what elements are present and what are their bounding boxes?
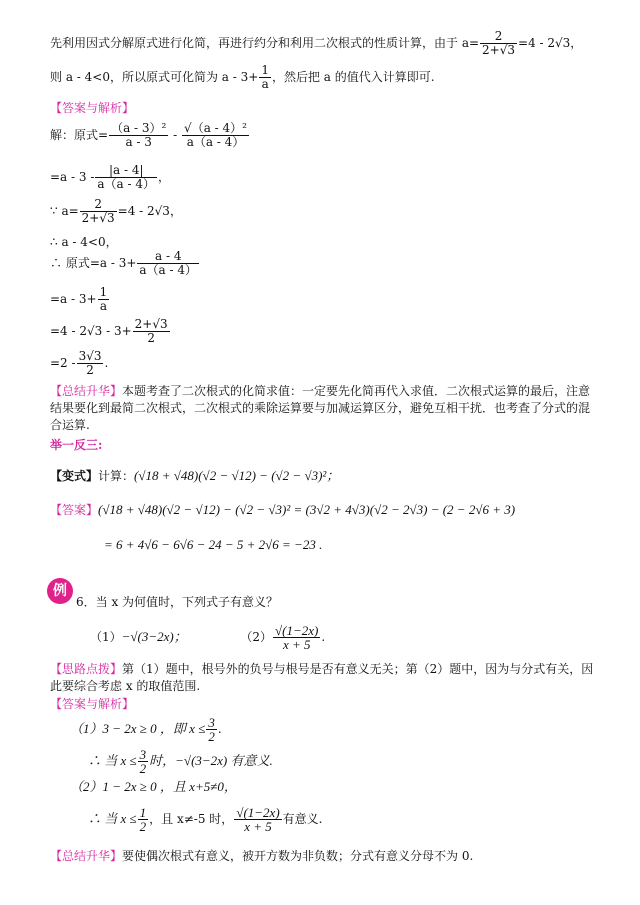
- solution-step-5: ∴ 原式=a - 3+ $\frac{a - 4}{a(a - 4)}$: [50, 249, 198, 277]
- fraction: $\frac{|a - 4|}{a(a - 4)}$: [97, 163, 156, 191]
- solution-step-7: =4 - 2√3 - 3+ $\frac{2+√3}{2}$: [50, 317, 168, 345]
- fraction: $\frac{1}{2}$: [139, 805, 147, 834]
- fraction: $\frac{3}{2}$: [208, 715, 215, 744]
- fraction: $\frac{1}{a}$: [99, 285, 108, 313]
- solution-step-3: ∵ a= $\frac{2}{2+√3}$ =4 - 2√3，: [50, 197, 182, 225]
- fraction: $\frac{3√3}{2}$: [78, 349, 102, 377]
- summary-paragraph-1: 【总结升华】本题考查了二次根式的化简求值：一定要先化简再代入求值．二次根式运算的最后，注意结果要化到最简二次根式，二次根式的乘除运算要与加减运算区分，避免互相干扰．也考查了分式的混合运算.: [50, 384, 591, 432]
- ex-solution-3: （2）1 − 2x ≥ 0 ，且 x+5≠0，: [70, 779, 237, 794]
- solution-step-8: =2 - $\frac{3√3}{2}$ .: [50, 349, 109, 377]
- hint-tag: 【思路点拨】: [50, 662, 123, 676]
- ex-solution-2: ∴ 当 x ≤ $\frac{3}{2}$ 时，−√(3−2x) 有意义.: [88, 747, 273, 776]
- answer-line-1: 【答案】(√18 + √48)(√2 − √12) − (√2 − √3)² = (3√2 + 4√3)(√2 − 2√3) − (2 − 2√6 + 3): [50, 502, 516, 517]
- fraction: $\frac{√(1-2x)}{x + 5}$: [275, 623, 319, 652]
- solution-step-1: 解：原式= $\frac{\text{（a - 3）²}}{a - 3}$ - $\frac{\text{√（a - 4）²}}{a(a - 4)}$: [50, 121, 247, 149]
- intro-line-2: 则 a - 4<0，所以原式可化简为 a - 3+ $\frac{1}{a}$ ，然后把 a 的值代入计算即可.: [50, 63, 435, 91]
- fraction: $\frac{2+√3}{2}$: [134, 317, 168, 345]
- answer-line-2: = 6 + 4√6 − 6√6 − 24 − 5 + 2√6 = −23 .: [104, 537, 323, 552]
- fraction: $\frac{√(1-2x)}{x + 5}$: [236, 805, 280, 834]
- fraction: $\frac{\text{（a - 3）²}}{a - 3}$: [111, 121, 167, 149]
- example-parts: （1）−√(3−2x)； （2） $\frac{√(1-2x)}{x + 5}$ .: [90, 623, 326, 652]
- variant-problem: 【变式】计算：(√18 + √48)(√2 − √12) − (√2 − √3)²；: [50, 468, 340, 483]
- example-question: 6．当 x 为何值时，下列式子有意义？: [76, 595, 279, 609]
- fraction: $\frac{\text{√（a - 4）²}}{a(a - 4)}$: [184, 121, 247, 149]
- analysis-heading: 【答案与解析】: [50, 101, 135, 115]
- ex-solution-4: ∴ 当 x ≤ $\frac{1}{2}$ ，且 x≠-5 时， $\frac{√(1-2x)}{x + 5}$ 有意义.: [88, 805, 323, 834]
- fraction: $\frac{3}{2}$: [139, 747, 147, 776]
- answer-tag: 【答案】: [50, 503, 99, 517]
- intro-line-1: 先利用因式分解原式进行化简，再进行约分和利用二次根式的性质计算，由于 a= $\frac{2}{2+√3}$ =4 - 2√3，: [50, 29, 583, 57]
- summary-paragraph-2: 【总结升华】要使偶次根式有意义，被开方数为非负数；分式有意义分母不为 0.: [50, 849, 474, 863]
- fraction: $\frac{2}{2+√3}$: [482, 29, 516, 57]
- fraction: $\frac{a - 4}{a(a - 4)}$: [139, 249, 198, 277]
- analysis-heading-2: 【答案与解析】: [50, 697, 135, 711]
- fraction: $\frac{2}{2+√3}$: [81, 197, 115, 225]
- example-badge: 例: [47, 578, 73, 604]
- solution-step-2: =a - 3 - $\frac{|a - 4|}{a(a - 4)}$ ，: [50, 163, 171, 191]
- practice-heading: 举一反三:: [50, 438, 103, 452]
- solution-step-6: =a - 3+ $\frac{1}{a}$: [50, 285, 108, 313]
- fraction: $\frac{1}{a}$: [261, 63, 269, 91]
- hint-paragraph: 【思路点拨】第（1）题中，根号外的负号与根号是否有意义无关；第（2）题中，因为与分式有关，因此要综合考虑 x 的取值范围.: [50, 662, 594, 693]
- summary-tag: 【总结升华】: [50, 384, 123, 398]
- summary-tag: 【总结升华】: [50, 849, 123, 863]
- ex-solution-1: （1）3 − 2x ≥ 0 ，即 x ≤ $\frac{3}{2}$ .: [70, 715, 222, 744]
- solution-step-4: ∴ a - 4<0，: [50, 235, 118, 249]
